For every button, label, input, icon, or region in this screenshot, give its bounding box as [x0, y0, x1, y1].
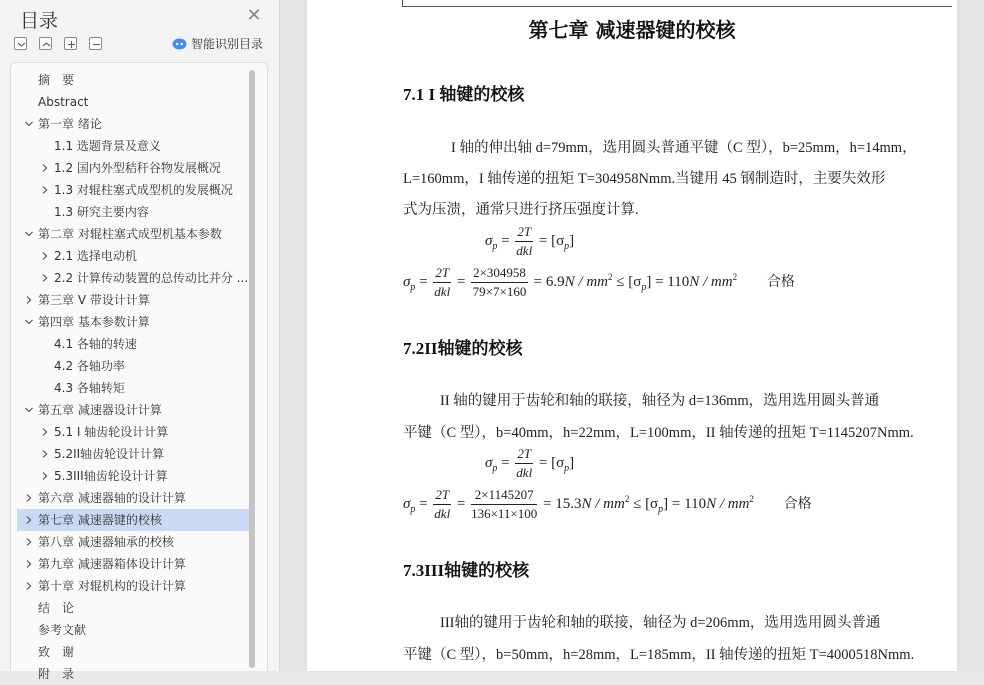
toc-item[interactable]: [11, 619, 251, 641]
chevron-right-icon[interactable]: [23, 531, 35, 553]
chevron-right-icon[interactable]: [39, 443, 51, 465]
section-title-7-2: 7.2II轴键的校核: [403, 339, 523, 358]
collapse-all-icon[interactable]: [39, 37, 52, 50]
toc-toolbar: [14, 37, 102, 50]
document-area: [281, 0, 984, 671]
chevron-right-icon[interactable]: [39, 465, 51, 487]
toc-item[interactable]: [11, 531, 251, 553]
paragraph-line: II 轴的键用于齿轮和轴的联接，轴径为 d=136mm，选用选用圆头普通: [440, 393, 880, 409]
toc-item-label: 1.2 国内外型秸秆谷物发展概况: [54, 161, 221, 175]
toc-item-label: 4.3 各轴转矩: [54, 381, 125, 395]
toc-item[interactable]: [11, 641, 251, 663]
toc-item[interactable]: [11, 135, 251, 157]
toc-item-label: 致 谢: [38, 645, 75, 659]
toc-item-label: 摘 要: [38, 73, 75, 87]
smart-robot-icon: [172, 37, 187, 50]
toc-item-active[interactable]: [17, 509, 251, 531]
toc-item[interactable]: [11, 465, 251, 487]
header-rule-tick: [402, 0, 403, 6]
toc-item-label: 2.2 计算传动装置的总传动比并分 ...: [54, 271, 249, 285]
chevron-right-icon[interactable]: [39, 421, 51, 443]
toc-item-label: 第一章 绪论: [38, 117, 102, 131]
toc-item-label: 2.1 选择电动机: [54, 249, 137, 263]
toc-item-label: 参考文献: [38, 623, 87, 637]
chevron-right-icon[interactable]: [23, 487, 35, 509]
toc-item-label: 第四章 基本参数计算: [38, 315, 150, 329]
toc-item[interactable]: [11, 179, 251, 201]
toc-item-label: 5.3III轴齿轮设计计算: [54, 469, 168, 483]
chevron-right-icon[interactable]: [23, 553, 35, 575]
toc-item-label: 4.1 各轴的转速: [54, 337, 137, 351]
chevron-down-icon[interactable]: [23, 311, 35, 333]
chevron-right-icon[interactable]: [39, 179, 51, 201]
paragraph-line: III轴的键用于齿轮和轴的联接，轴径为 d=206mm，选用选用圆头普通: [440, 615, 881, 631]
smart-recognize-label: 智能识别目录: [191, 37, 264, 51]
toc-list-container: [10, 62, 268, 681]
toc-item[interactable]: [11, 113, 251, 135]
toc-item-label: 5.2II轴齿轮设计计算: [54, 447, 165, 461]
chevron-right-icon[interactable]: [39, 157, 51, 179]
toc-item[interactable]: [11, 69, 251, 91]
toc-item[interactable]: [11, 597, 251, 619]
header-rule: [402, 6, 952, 7]
section-title-7-3: 7.3III轴键的校核: [403, 561, 530, 580]
toc-title: 目录: [20, 10, 59, 32]
section-title-7-1: 7.1 I 轴键的校核: [403, 85, 525, 104]
toc-panel: [0, 0, 280, 681]
paragraph-line: 平键（C 型），b=50mm，h=28mm，L=185mm，II 轴传递的扭矩 T=4000518Nmm.: [403, 647, 915, 663]
toc-item-label: 1.3 研究主要内容: [54, 205, 149, 219]
paragraph-line: L=160mm，I 轴传递的扭矩 T=304958Nmm.当键用 45 钢制造时，主要失效形: [403, 171, 886, 187]
toc-item[interactable]: [11, 201, 251, 223]
toc-item[interactable]: [11, 245, 251, 267]
chevron-right-icon[interactable]: [23, 289, 35, 311]
toc-item[interactable]: [11, 399, 251, 421]
toc-item[interactable]: [11, 91, 251, 113]
formula-check: $\sigma_p$ = $\frac{2T}{\text{dkl}}$ = $\frac{2\times 1145207}{136\times 11\times 100}$ = $15.3N / mm^2 \le [\sigma_p] = 110N / mm^2$ 合格: [403, 487, 812, 521]
toc-item-label: 第七章 减速器键的校核: [38, 513, 162, 527]
chevron-right-icon[interactable]: [39, 267, 51, 289]
toc-item[interactable]: [11, 553, 251, 575]
chevron-down-icon[interactable]: [23, 223, 35, 245]
toc-item-label: 第八章 减速器轴承的校核: [38, 535, 174, 549]
toc-item[interactable]: [11, 157, 251, 179]
toc-item[interactable]: [11, 355, 251, 377]
toc-item[interactable]: [11, 311, 251, 333]
toc-item-label: 结 论: [38, 601, 75, 615]
chevron-right-icon[interactable]: [39, 245, 51, 267]
toc-item[interactable]: [11, 289, 251, 311]
toc-item-label: 4.2 各轴功率: [54, 359, 125, 373]
smart-recognize-button[interactable]: [172, 35, 263, 52]
toc-item[interactable]: [11, 223, 251, 245]
toc-list: [11, 69, 251, 685]
toc-item[interactable]: [11, 267, 251, 289]
chevron-right-icon[interactable]: [23, 509, 35, 531]
formula-definition: $\sigma_p$ = $\frac{2T}{\text{dkl}}$ = $[\sigma_p]$: [485, 446, 575, 480]
formula-check: $\sigma_p$ = $\frac{2T}{\text{dkl}}$ = $\frac{2\times 304958}{79\times 7\times 160}$ = $6.9N / mm^2 \le [\sigma_p] = 110N / mm^2$ 合格: [403, 265, 795, 299]
toc-item-label: 第三章 V 带设计计算: [38, 293, 150, 307]
toc-item[interactable]: [11, 443, 251, 465]
toc-item-label: 第二章 对辊柱塞式成型机基本参数: [38, 227, 222, 241]
chapter-title: 第七章 减速器键的校核: [528, 18, 736, 42]
remove-heading-icon[interactable]: [89, 37, 102, 50]
paragraph-line: I 轴的伸出轴 d=79mm，选用圆头普通平键（C 型），b=25mm，h=14mm，: [451, 140, 917, 156]
toc-item-label: 1.1 选题背景及意义: [54, 139, 161, 153]
formula-definition: $\sigma_p$ = $\frac{2T}{\text{dkl}}$ = $[\sigma_p]$: [485, 224, 575, 258]
toc-item-label: 第九章 减速器箱体设计计算: [38, 557, 186, 571]
toc-item[interactable]: [11, 663, 251, 685]
toc-item-label: 第五章 减速器设计计算: [38, 403, 162, 417]
toc-item[interactable]: [11, 377, 251, 399]
toc-item-label: 第十章 对辊机构的设计计算: [38, 579, 186, 593]
toc-item-label: 第六章 减速器轴的设计计算: [38, 491, 186, 505]
add-heading-icon[interactable]: [64, 37, 77, 50]
toc-item-label: 附 录: [38, 667, 75, 681]
toc-item[interactable]: [11, 487, 251, 509]
toc-item[interactable]: [11, 575, 251, 597]
toc-item[interactable]: [11, 333, 251, 355]
chevron-down-icon[interactable]: [23, 399, 35, 421]
close-icon[interactable]: ✕: [246, 5, 262, 26]
paragraph-line: 式为压溃，通常只进行挤压强度计算.: [403, 202, 639, 218]
toc-item-label: 1.3 对辊柱塞式成型机的发展概况: [54, 183, 233, 197]
chevron-down-icon[interactable]: [23, 113, 35, 135]
paragraph-line: 平键（C 型），b=40mm，h=22mm，L=100mm，II 轴传递的扭矩 T=1145207Nmm.: [403, 425, 914, 441]
toc-scrollbar[interactable]: [249, 70, 255, 668]
expand-all-icon[interactable]: [14, 37, 27, 50]
toc-item[interactable]: [11, 421, 251, 443]
document-page[interactable]: [307, 0, 957, 671]
chevron-right-icon[interactable]: [23, 575, 35, 597]
toc-item-label: 5.1 I 轴齿轮设计计算: [54, 425, 169, 439]
toc-item-label: Abstract: [38, 95, 89, 109]
